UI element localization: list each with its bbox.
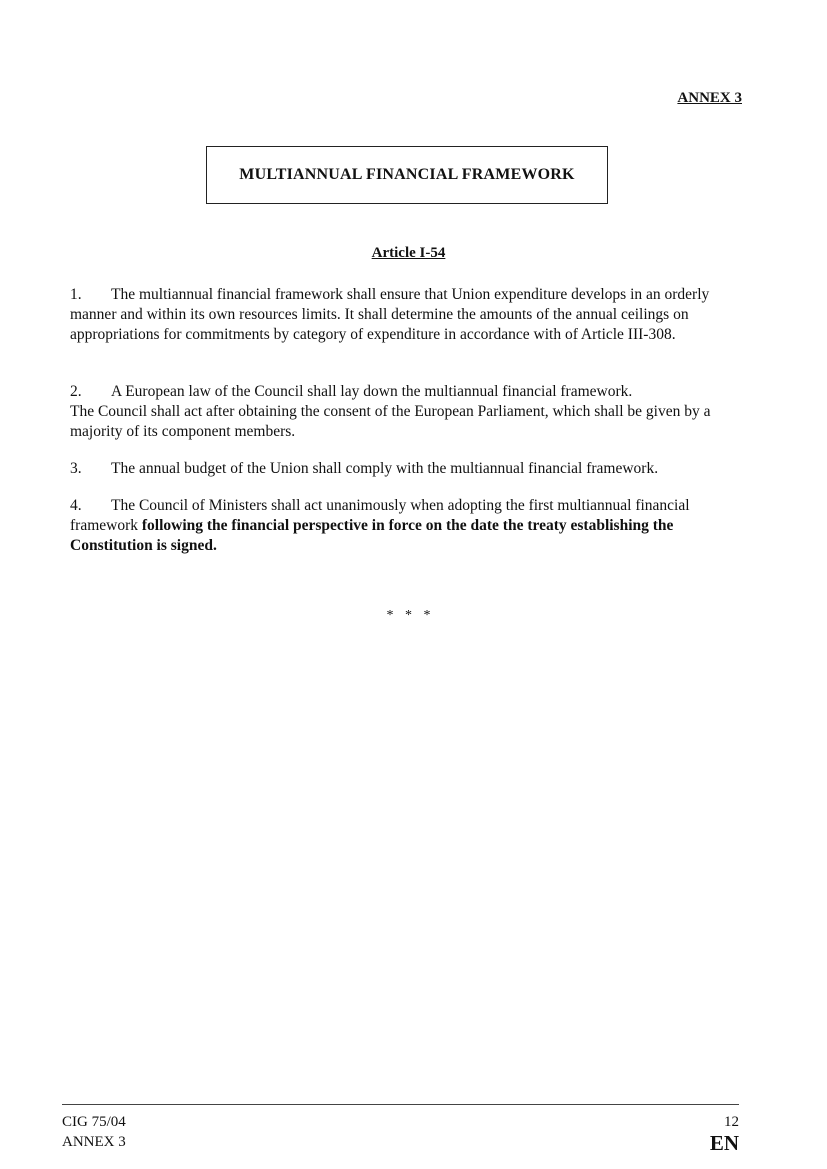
page-number: 12 [724,1114,739,1130]
paragraph-text: The Council of Ministers shall act unanimously when adopting the first multiannual financial framework [70,497,690,534]
footer-doc-ref: CIG 75/04 [62,1114,126,1130]
footer-left [62,1112,126,1152]
document-title: MULTIANNUAL FINANCIAL FRAMEWORK [239,166,575,183]
paragraph-number: 2. [70,383,82,400]
paragraph-number: 4. [70,497,82,514]
section-separator: * * * [386,608,431,623]
paragraph-text: The annual budget of the Union shall comply with the multiannual financial framework. [111,460,659,477]
paragraph-text: A European law of the Council shall lay down the multiannual financial framework. [111,383,633,400]
annex-label: ANNEX 3 [677,90,742,106]
paragraph-number: 3. [70,460,82,477]
article-title: Article I-54 [371,245,446,261]
article-paragraph-2 [70,382,738,442]
article-paragraph-3 [70,459,738,479]
footer-divider [62,1104,739,1105]
footer-annex: ANNEX 3 [62,1134,126,1150]
paragraph-continuation: The Council shall act after obtaining the consent of the European Parliament, which shall be given by a majority of its component members. [70,403,711,440]
article-paragraph-1 [70,285,738,345]
footer-right [710,1112,739,1154]
paragraph-text: The multiannual financial framework shall ensure that Union expenditure develops in an orderly manner and within its own resources limits. It shall determine the amounts of the annual ceilings on appropriations for commitments by category of expenditure in accordance with of Article III-308. [70,286,710,343]
document-title-box [206,146,608,204]
paragraph-number: 1. [70,286,82,303]
language-code: EN [709,1131,739,1155]
paragraph-amendment-text: following the financial perspective in force on the date the treaty establishing the Constitution is signed. [70,517,674,554]
article-paragraph-4 [70,496,738,556]
